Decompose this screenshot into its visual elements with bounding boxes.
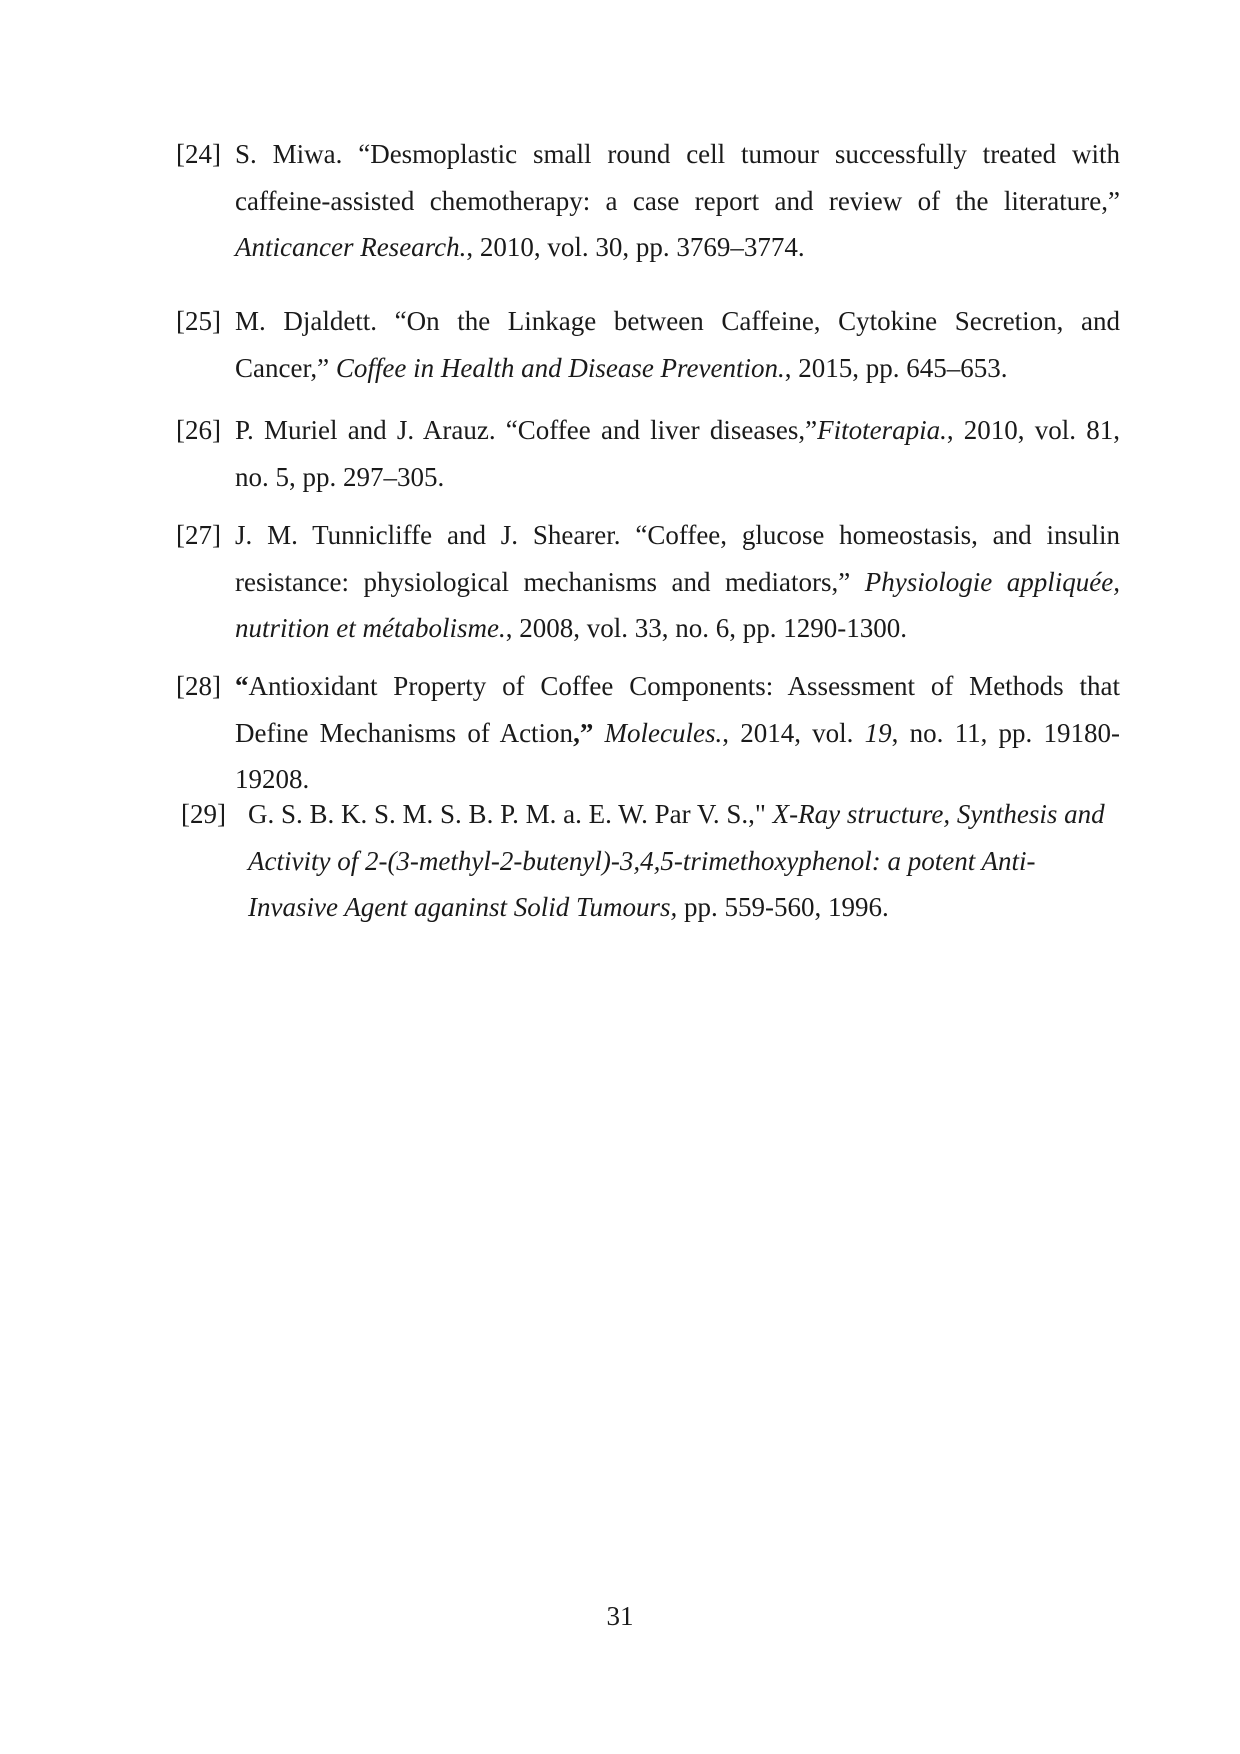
reference-segment: M. Djaldett. “On the Linkage between Caffeine, Cytokine Secretion, and Cancer,”	[235, 306, 1120, 383]
page-number: 31	[606, 1601, 634, 1631]
journal-title: Fitoterapia.	[817, 415, 947, 445]
reference-item	[176, 131, 1120, 271]
reference-number: [27]	[176, 520, 221, 550]
reference-segment: ,”	[573, 717, 594, 748]
reference-item	[176, 512, 1120, 652]
reference-text	[235, 298, 1120, 391]
reference-segment	[593, 718, 604, 748]
reference-item	[176, 407, 1120, 500]
journal-title: Anticancer Research.	[235, 232, 467, 262]
reference-number: [25]	[176, 306, 221, 336]
reference-segment: G. S. B. K. S. M. S. B. P. M. a. E. W. Par V. S.,"	[248, 799, 773, 829]
journal-title: Physiologie appliquée, nutrition et métabolisme.	[235, 566, 1120, 643]
reference-text	[235, 407, 1120, 500]
reference-segment: , 2014, vol.	[722, 717, 865, 748]
reference-number: [28]	[176, 671, 221, 701]
reference-segment: , 2015, pp. 645–653.	[784, 352, 1008, 383]
reference-segment: P. Muriel and J. Arauz. “Coffee and liver diseases,”	[235, 415, 818, 445]
reference-segment: , 2010, vol. 30, pp. 3769–3774.	[466, 232, 805, 262]
reference-text	[235, 512, 1120, 652]
reference-segment: Antioxidant Property of Coffee Components: Assessment of Methods that Define Mechanisms of Action	[235, 671, 1120, 748]
reference-segment: J. M. Tunnicliffe and J. Shearer. “Coffee, glucose homeostasis, and insulin resistance: physiological mechanisms and mediators,”	[235, 520, 1120, 597]
reference-segment: , 2010, vol. 81, no. 5, pp. 297–305.	[235, 415, 1120, 492]
reference-item	[176, 663, 1120, 803]
journal-title: Coffee in Health and Disease Prevention.	[335, 352, 785, 383]
reference-item	[176, 298, 1120, 391]
volume-number: 19	[864, 717, 892, 748]
reference-segment: S. Miwa. “Desmoplastic small round cell tumour successfully treated with caffeine-assisted chemotherapy: a case report and review of the literature,”	[235, 139, 1120, 216]
reference-text	[235, 663, 1120, 803]
reference-number: [24]	[176, 139, 221, 169]
reference-item	[181, 791, 1125, 931]
reference-number: [26]	[176, 415, 221, 445]
reference-segment: , no. 11, pp. 19180-19208.	[235, 717, 1120, 794]
reference-number: [29]	[181, 799, 226, 829]
reference-text	[235, 131, 1120, 271]
journal-title: Molecules.	[604, 717, 723, 748]
reference-segment: , 2008, vol. 33, no. 6, pp. 1290-1300.	[505, 613, 907, 643]
reference-segment: pp. 559-560, 1996.	[677, 892, 889, 922]
reference-text	[248, 791, 1108, 931]
reference-segment: “	[235, 671, 249, 701]
article-title: X-Ray structure, Synthesis and Activity of 2-(3-methyl-2-butenyl)-3,4,5-trimethoxyphenol: a potent Anti-Invasive Agent aganinst Solid Tumours,	[248, 799, 1105, 922]
